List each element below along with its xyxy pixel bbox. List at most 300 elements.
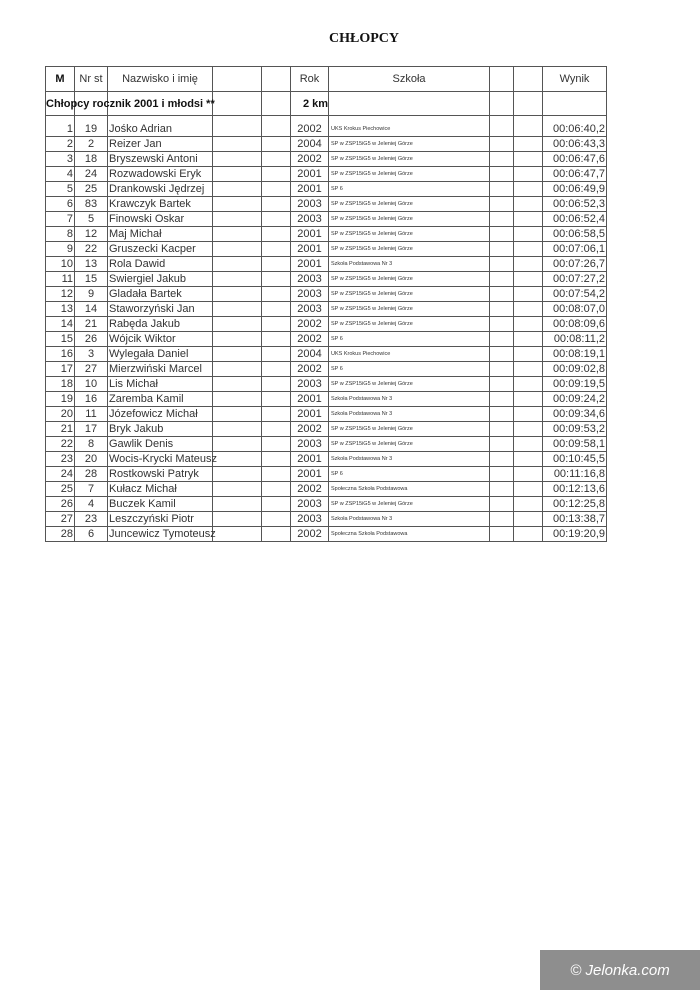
empty-cell	[514, 272, 543, 286]
empty-cell	[262, 152, 291, 166]
empty-cell	[213, 332, 262, 346]
bib-cell: 22	[75, 242, 108, 256]
name-cell: Krawczyk Bartek	[108, 197, 213, 211]
empty-cell	[490, 137, 514, 151]
empty-cell	[514, 362, 543, 376]
result-cell: 00:09:34,6	[543, 407, 607, 421]
table-row	[45, 422, 607, 437]
name-cell: Swiergiel Jakub	[108, 272, 213, 286]
result-cell: 00:09:02,8	[543, 362, 607, 376]
empty-cell	[262, 332, 291, 346]
empty-cell	[514, 227, 543, 241]
year-cell: 2001	[291, 242, 329, 256]
empty-cell	[514, 347, 543, 361]
bib-cell: 26	[75, 332, 108, 346]
name-cell: Wylegała Daniel	[108, 347, 213, 361]
school-cell: Szkoła Podstawowa Nr 3	[329, 407, 490, 421]
empty-cell	[490, 272, 514, 286]
empty-cell	[490, 317, 514, 331]
empty-cell	[262, 482, 291, 496]
table-header-row	[45, 66, 607, 92]
year-cell: 2002	[291, 482, 329, 496]
bib-cell: 27	[75, 362, 108, 376]
place-cell: 9	[45, 242, 75, 256]
result-cell: 00:07:26,7	[543, 257, 607, 271]
empty-cell	[514, 452, 543, 466]
empty-cell	[490, 527, 514, 541]
document-title: CHŁOPCY	[329, 31, 399, 46]
empty-cell	[514, 137, 543, 151]
empty-cell	[514, 497, 543, 511]
name-cell: Leszczyński Piotr	[108, 512, 213, 526]
empty-cell	[262, 422, 291, 436]
place-cell: 6	[45, 197, 75, 211]
bib-cell: 11	[75, 407, 108, 421]
year-cell: 2001	[291, 407, 329, 421]
place-cell: 15	[45, 332, 75, 346]
empty-cell	[490, 152, 514, 166]
empty-cell	[514, 197, 543, 211]
empty-cell	[262, 317, 291, 331]
empty-cell	[213, 437, 262, 451]
category-label: Chłopcy rocznik 2001 i młodsi **	[46, 98, 215, 110]
result-cell: 00:11:16,8	[543, 467, 607, 481]
empty-cell	[514, 422, 543, 436]
place-cell: 12	[45, 287, 75, 301]
place-cell: 7	[45, 212, 75, 226]
place-cell: 16	[45, 347, 75, 361]
empty-cell	[213, 452, 262, 466]
empty-cell	[213, 362, 262, 376]
empty-cell	[213, 212, 262, 226]
school-cell: SP w ZSP15iG5 w Jeleniej Górze	[329, 167, 490, 181]
empty-cell	[514, 167, 543, 181]
year-cell: 2001	[291, 257, 329, 271]
empty-cell	[514, 257, 543, 271]
year-cell: 2003	[291, 512, 329, 526]
category-cell	[514, 92, 543, 115]
school-cell: SP w ZSP15iG5 w Jeleniej Górze	[329, 272, 490, 286]
empty-cell	[490, 512, 514, 526]
place-cell: 3	[45, 152, 75, 166]
category-cell	[490, 92, 514, 115]
bib-cell: 9	[75, 287, 108, 301]
school-cell: SP w ZSP15iG5 w Jeleniej Górze	[329, 497, 490, 511]
name-cell: Reizer Jan	[108, 137, 213, 151]
empty-cell	[514, 302, 543, 316]
empty-cell	[213, 482, 262, 496]
empty-cell	[490, 332, 514, 346]
table-row	[45, 137, 607, 152]
empty-cell	[262, 437, 291, 451]
bib-cell: 18	[75, 152, 108, 166]
name-cell: Mierzwiński Marcel	[108, 362, 213, 376]
empty-cell	[490, 257, 514, 271]
school-cell: Szkoła Podstawowa Nr 3	[329, 512, 490, 526]
empty-cell	[490, 227, 514, 241]
empty-cell	[514, 512, 543, 526]
school-cell: SP w ZSP15iG5 w Jeleniej Górze	[329, 377, 490, 391]
table-row	[45, 257, 607, 272]
bib-cell: 2	[75, 137, 108, 151]
empty-cell	[514, 437, 543, 451]
result-cell: 00:08:09,6	[543, 317, 607, 331]
empty-cell	[514, 182, 543, 196]
place-cell: 25	[45, 482, 75, 496]
school-cell: Szkoła Podstawowa Nr 3	[329, 257, 490, 271]
name-cell: Drankowski Jędrzej	[108, 182, 213, 196]
table-row	[45, 362, 607, 377]
empty-cell	[514, 392, 543, 406]
empty-cell	[262, 527, 291, 541]
category-cell	[213, 92, 262, 115]
school-cell: SP 6	[329, 332, 490, 346]
table-row	[45, 332, 607, 347]
place-cell: 13	[45, 302, 75, 316]
result-cell: 00:07:54,2	[543, 287, 607, 301]
name-cell: Bryszewski Antoni	[108, 152, 213, 166]
school-cell: SP w ZSP15iG5 w Jeleniej Górze	[329, 137, 490, 151]
table-row	[45, 317, 607, 332]
school-cell: SP w ZSP15iG5 w Jeleniej Górze	[329, 212, 490, 226]
year-cell: 2002	[291, 332, 329, 346]
result-cell: 00:07:06,1	[543, 242, 607, 256]
empty-cell	[213, 287, 262, 301]
school-cell: SP w ZSP15iG5 w Jeleniej Górze	[329, 152, 490, 166]
empty-cell	[490, 302, 514, 316]
name-cell: Finowski Oskar	[108, 212, 213, 226]
place-cell: 19	[45, 392, 75, 406]
empty-cell	[490, 392, 514, 406]
empty-cell	[213, 242, 262, 256]
school-cell: UKS Krokus Piechowice	[329, 122, 490, 136]
empty-cell	[213, 467, 262, 481]
name-cell: Gruszecki Kacper	[108, 242, 213, 256]
result-cell: 00:19:20,9	[543, 527, 607, 541]
school-cell: Szkoła Podstawowa Nr 3	[329, 452, 490, 466]
year-cell: 2001	[291, 227, 329, 241]
table-row	[45, 512, 607, 527]
result-cell: 00:06:58,5	[543, 227, 607, 241]
table-row	[45, 287, 607, 302]
header-empty-3	[490, 67, 514, 91]
empty-cell	[262, 512, 291, 526]
name-cell: Maj Michał	[108, 227, 213, 241]
name-cell: Wójcik Wiktor	[108, 332, 213, 346]
bib-cell: 83	[75, 197, 108, 211]
empty-cell	[213, 422, 262, 436]
year-cell: 2003	[291, 272, 329, 286]
empty-cell	[514, 377, 543, 391]
year-cell: 2003	[291, 497, 329, 511]
bib-cell: 6	[75, 527, 108, 541]
empty-cell	[213, 377, 262, 391]
name-cell: Rostkowski Patryk	[108, 467, 213, 481]
place-cell: 20	[45, 407, 75, 421]
empty-cell	[213, 227, 262, 241]
empty-cell	[262, 122, 291, 136]
category-cell	[329, 92, 490, 115]
place-cell: 4	[45, 167, 75, 181]
empty-cell	[213, 257, 262, 271]
table-row	[45, 152, 607, 167]
year-cell: 2002	[291, 362, 329, 376]
table-row	[45, 122, 607, 137]
empty-cell	[490, 377, 514, 391]
result-cell: 00:08:07,0	[543, 302, 607, 316]
empty-cell	[262, 137, 291, 151]
place-cell: 10	[45, 257, 75, 271]
table-row	[45, 437, 607, 452]
header-year: Rok	[291, 67, 329, 91]
empty-cell	[490, 422, 514, 436]
category-cell	[262, 92, 291, 115]
bib-cell: 16	[75, 392, 108, 406]
table-row	[45, 302, 607, 317]
empty-cell	[514, 287, 543, 301]
table-row	[45, 497, 607, 512]
table-row	[45, 197, 607, 212]
empty-cell	[262, 392, 291, 406]
header-school: Szkoła	[329, 67, 490, 91]
table-row	[45, 527, 607, 542]
table-row	[45, 377, 607, 392]
table-row	[45, 347, 607, 362]
empty-cell	[490, 497, 514, 511]
bib-cell: 7	[75, 482, 108, 496]
result-cell: 00:09:53,2	[543, 422, 607, 436]
result-cell: 00:10:45,5	[543, 452, 607, 466]
table-row	[45, 407, 607, 422]
category-cell	[543, 92, 607, 115]
empty-cell	[213, 122, 262, 136]
bib-cell: 10	[75, 377, 108, 391]
empty-cell	[514, 527, 543, 541]
place-cell: 24	[45, 467, 75, 481]
bib-cell: 28	[75, 467, 108, 481]
year-cell: 2003	[291, 287, 329, 301]
empty-cell	[262, 182, 291, 196]
header-bib: Nr st	[75, 67, 108, 91]
empty-cell	[213, 347, 262, 361]
empty-cell	[490, 212, 514, 226]
empty-cell	[262, 212, 291, 226]
empty-cell	[262, 287, 291, 301]
school-cell: UKS Krokus Piechowice	[329, 347, 490, 361]
result-cell: 00:13:38,7	[543, 512, 607, 526]
place-cell: 26	[45, 497, 75, 511]
year-cell: 2002	[291, 122, 329, 136]
school-cell: SP w ZSP15iG5 w Jeleniej Górze	[329, 242, 490, 256]
result-cell: 00:06:52,3	[543, 197, 607, 211]
empty-cell	[262, 227, 291, 241]
result-cell: 00:06:52,4	[543, 212, 607, 226]
empty-cell	[262, 257, 291, 271]
empty-cell	[514, 212, 543, 226]
table-row	[45, 167, 607, 182]
year-cell: 2002	[291, 152, 329, 166]
result-cell: 00:09:24,2	[543, 392, 607, 406]
school-cell: SP 6	[329, 362, 490, 376]
year-cell: 2003	[291, 377, 329, 391]
empty-cell	[262, 302, 291, 316]
place-cell: 8	[45, 227, 75, 241]
empty-cell	[262, 197, 291, 211]
empty-cell	[213, 392, 262, 406]
empty-cell	[514, 407, 543, 421]
result-cell: 00:08:11,2	[543, 332, 607, 346]
empty-cell	[213, 527, 262, 541]
school-cell: SP w ZSP15iG5 w Jeleniej Górze	[329, 422, 490, 436]
name-cell: Józefowicz Michał	[108, 407, 213, 421]
year-cell: 2001	[291, 452, 329, 466]
empty-cell	[514, 152, 543, 166]
empty-cell	[490, 362, 514, 376]
bib-cell: 4	[75, 497, 108, 511]
bib-cell: 3	[75, 347, 108, 361]
result-cell: 00:06:49,9	[543, 182, 607, 196]
result-cell: 00:12:25,8	[543, 497, 607, 511]
empty-cell	[490, 407, 514, 421]
table-row	[45, 392, 607, 407]
empty-cell	[262, 497, 291, 511]
empty-cell	[490, 347, 514, 361]
name-cell: Gladała Bartek	[108, 287, 213, 301]
name-cell: Juncewicz Tymoteusz	[109, 528, 216, 540]
empty-cell	[490, 467, 514, 481]
empty-cell	[213, 167, 262, 181]
name-cell: Buczek Kamil	[108, 497, 213, 511]
place-cell: 28	[45, 527, 75, 541]
table-row	[45, 482, 607, 497]
empty-cell	[514, 467, 543, 481]
category-row	[45, 92, 607, 116]
empty-cell	[213, 317, 262, 331]
header-result: Wynik	[543, 67, 607, 91]
bib-cell: 5	[75, 212, 108, 226]
year-cell: 2004	[291, 347, 329, 361]
bib-cell: 21	[75, 317, 108, 331]
empty-cell	[213, 497, 262, 511]
school-cell: SP w ZSP15iG5 w Jeleniej Górze	[329, 197, 490, 211]
school-cell: SP w ZSP15iG5 w Jeleniej Górze	[329, 317, 490, 331]
year-cell: 2003	[291, 302, 329, 316]
table-row	[45, 452, 607, 467]
empty-cell	[213, 182, 262, 196]
year-cell: 2003	[291, 197, 329, 211]
year-cell: 2003	[291, 437, 329, 451]
place-cell: 23	[45, 452, 75, 466]
result-cell: 00:06:47,7	[543, 167, 607, 181]
place-cell: 14	[45, 317, 75, 331]
empty-cell	[490, 182, 514, 196]
result-cell: 00:09:19,5	[543, 377, 607, 391]
empty-cell	[213, 197, 262, 211]
place-cell: 5	[45, 182, 75, 196]
category-distance: 2 km	[303, 98, 329, 110]
result-cell: 00:09:58,1	[543, 437, 607, 451]
table-row	[45, 467, 607, 482]
place-cell: 27	[45, 512, 75, 526]
table-row	[45, 272, 607, 287]
name-cell: Gawlik Denis	[108, 437, 213, 451]
school-cell: SP w ZSP15iG5 w Jeleniej Górze	[329, 287, 490, 301]
place-cell: 22	[45, 437, 75, 451]
empty-cell	[262, 272, 291, 286]
bib-cell: 23	[75, 512, 108, 526]
watermark: © Jelonka.com	[540, 950, 700, 990]
bib-cell: 25	[75, 182, 108, 196]
empty-cell	[514, 482, 543, 496]
bib-cell: 20	[75, 452, 108, 466]
empty-cell	[262, 362, 291, 376]
school-cell: SP 6	[329, 182, 490, 196]
empty-cell	[490, 437, 514, 451]
empty-cell	[490, 287, 514, 301]
result-cell: 00:06:47,6	[543, 152, 607, 166]
header-place: M	[45, 67, 75, 91]
school-cell: SP w ZSP15iG5 w Jeleniej Górze	[329, 227, 490, 241]
empty-cell	[262, 242, 291, 256]
result-cell: 00:08:19,1	[543, 347, 607, 361]
year-cell: 2001	[291, 182, 329, 196]
empty-cell	[490, 197, 514, 211]
year-cell: 2004	[291, 137, 329, 151]
school-cell: Społeczna Szkoła Podstawowa	[329, 527, 490, 541]
empty-cell	[490, 122, 514, 136]
school-cell: SP w ZSP15iG5 w Jeleniej Górze	[329, 437, 490, 451]
year-cell: 2002	[291, 527, 329, 541]
year-cell: 2002	[291, 317, 329, 331]
header-empty-2	[262, 67, 291, 91]
bib-cell: 15	[75, 272, 108, 286]
empty-cell	[213, 512, 262, 526]
empty-cell	[213, 272, 262, 286]
table-row	[45, 227, 607, 242]
empty-cell	[490, 482, 514, 496]
name-cell: Staworzyński Jan	[108, 302, 213, 316]
place-cell: 17	[45, 362, 75, 376]
empty-cell	[514, 332, 543, 346]
empty-cell	[213, 302, 262, 316]
empty-cell	[514, 317, 543, 331]
bib-cell: 17	[75, 422, 108, 436]
table-row	[45, 212, 607, 227]
place-cell: 11	[45, 272, 75, 286]
name-cell: Zaremba Kamil	[108, 392, 213, 406]
place-cell: 1	[45, 122, 75, 136]
table-row	[45, 242, 607, 257]
year-cell: 2001	[291, 167, 329, 181]
empty-cell	[262, 347, 291, 361]
name-cell: Wocis-Krycki Mateusz	[109, 453, 217, 465]
name-cell: Rabęda Jakub	[108, 317, 213, 331]
year-cell: 2002	[291, 422, 329, 436]
empty-cell	[262, 377, 291, 391]
header-empty-1	[213, 67, 262, 91]
empty-cell	[213, 407, 262, 421]
empty-cell	[490, 452, 514, 466]
name-cell: Rola Dawid	[108, 257, 213, 271]
year-cell: 2003	[291, 212, 329, 226]
name-cell: Bryk Jakub	[108, 422, 213, 436]
header-name: Nazwisko i imię	[108, 67, 213, 91]
school-cell: Szkoła Podstawowa Nr 3	[329, 392, 490, 406]
empty-cell	[490, 242, 514, 256]
school-cell: SP w ZSP15iG5 w Jeleniej Górze	[329, 302, 490, 316]
year-cell: 2001	[291, 392, 329, 406]
name-cell: Rozwadowski Eryk	[108, 167, 213, 181]
